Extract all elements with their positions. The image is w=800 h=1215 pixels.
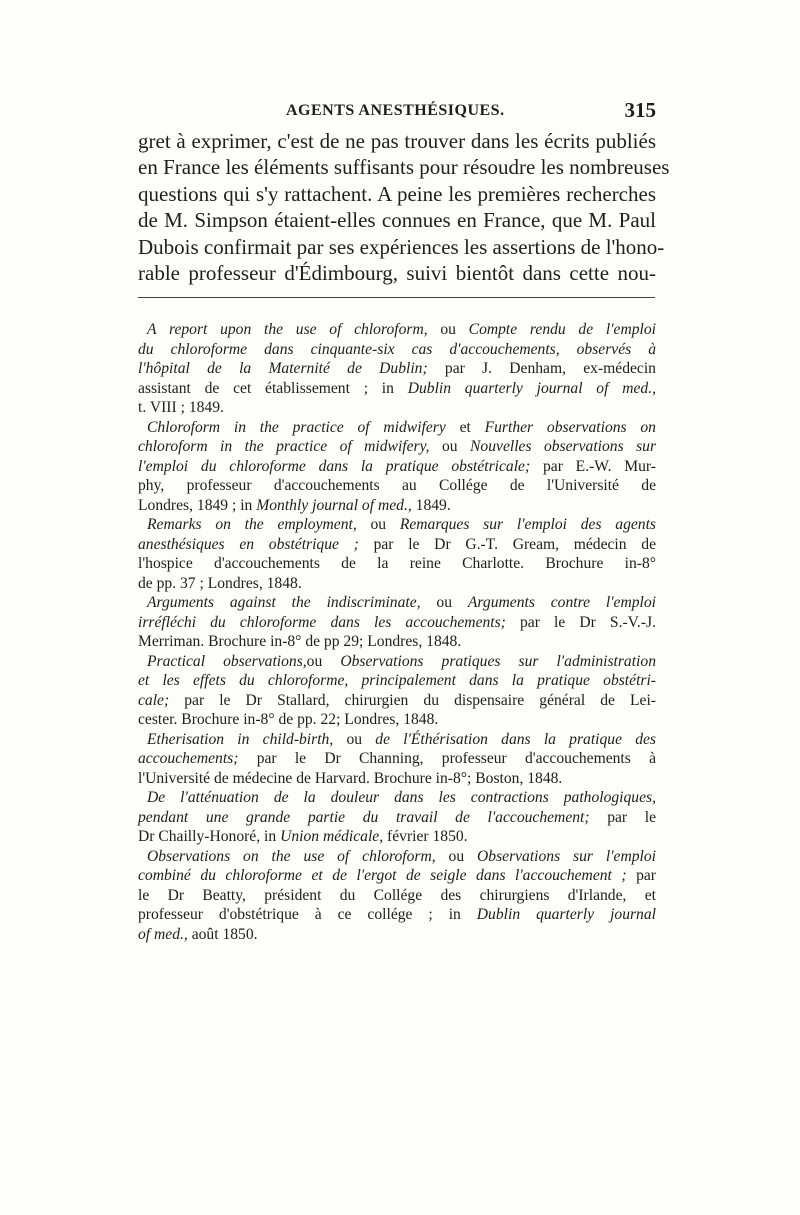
footnote-italic-segment: Observations sur l'emploi	[477, 847, 656, 865]
footnote-italic-segment: Dublin quarterly journal of med.,	[407, 379, 656, 397]
footnote-segment: professeur d'obstétrique à ce collége ; in	[138, 906, 477, 923]
footnote-segment: février 1850.	[383, 828, 468, 845]
body-line: en France les éléments suffisants pour résoudre les nombreuses	[138, 155, 670, 180]
page-number: 315	[624, 98, 656, 122]
body-line: questions qui s'y rattachent. A peine les premières recherches	[138, 181, 656, 206]
footnote-italic-segment: Remarques sur l'emploi des agents	[399, 516, 656, 533]
footnote-segment: le Dr Beatty, président du Collége des chirurgiens d'Irlande, et	[138, 886, 656, 904]
footnote-segment: Dr Chailly-Honoré, in	[138, 828, 281, 845]
footnote-line	[138, 769, 656, 789]
footnote-line	[138, 418, 656, 438]
footnote-segment: ou	[429, 438, 471, 455]
footnote-line	[138, 340, 656, 360]
footnote-italic-segment: Practical observations,	[147, 652, 307, 670]
footnote-italic-segment: A report upon the use of chloroform	[147, 321, 424, 338]
footnote-line	[138, 710, 656, 730]
footnote-italic-segment: anesthésiques en obstétrique ;	[138, 535, 359, 553]
footnote-italic-segment: cale;	[138, 691, 170, 709]
footnote-segment: ou	[306, 652, 341, 670]
footnote-line	[138, 476, 656, 496]
footnote-line	[138, 905, 656, 925]
footnote-italic-segment: Observations on the use of chloroform,	[147, 847, 436, 865]
footnote-line	[138, 827, 656, 847]
footnote-segment: 1849.	[411, 496, 451, 514]
footnote-line	[138, 632, 656, 652]
footnote-line	[138, 359, 656, 379]
footnote-italic-segment: Remarks on the employment,	[147, 516, 357, 533]
footnote-italic-segment: Dublin quarterly journal	[476, 906, 656, 923]
footnote-segment: par le	[589, 808, 656, 826]
footnote-line	[138, 457, 656, 477]
footnote-line	[138, 613, 656, 633]
page-header	[138, 100, 656, 124]
footnote-segment: ou	[435, 847, 478, 865]
footnote-line	[138, 574, 656, 594]
footnote-line	[138, 691, 656, 711]
footnote-italic-segment: Monthly journal of med.,	[256, 496, 412, 514]
footnote-segment: de pp. 37 ; Londres, 1848.	[138, 574, 302, 592]
footnote-italic-segment: accouchements;	[138, 750, 239, 767]
footnote-segment: assistant de cet établissement ; in	[138, 379, 408, 397]
footnote-line	[138, 749, 656, 769]
footnote-segment: par le Dr Channing, professeur d'accouchements à	[238, 750, 656, 767]
footnote-line	[138, 379, 656, 399]
footnote-segment: Londres, 1849 ; in	[138, 496, 257, 514]
body-line: gret à exprimer, c'est de ne pas trouver dans les écrits publiés	[138, 129, 656, 153]
footnote-line	[138, 730, 656, 750]
body-line: rable professeur d'Édimbourg, suivi bientôt dans cette nou-	[138, 261, 656, 286]
footnote-italic-segment: Chloroform in the practice of midwifery	[147, 418, 446, 436]
footnote-italic-segment: l'hôpital de la Maternité de Dublin;	[138, 360, 428, 377]
footnote-italic-segment: et les effets du chloroforme, principalement dans la pratique obstétri-	[138, 672, 656, 689]
footnote-segment: , ou	[423, 321, 469, 338]
footnote-italic-segment: du chloroforme dans cinquante-six cas d'accouchements, observés à	[138, 340, 656, 358]
footnote-line	[138, 925, 656, 945]
footnote-segment: par	[626, 867, 656, 884]
footnote-italic-segment: chloroform in the practice of midwifery,	[138, 438, 430, 455]
footnote-italic-segment: of med.,	[138, 925, 188, 943]
footnote-segment: phy, professeur d'accouchements au Collége de l'Université de	[138, 477, 656, 494]
footnote-line	[138, 535, 656, 555]
footnote-line	[138, 398, 656, 418]
footnote-segment: cester. Brochure in-8° de pp. 22; Londres, 1848.	[138, 711, 439, 728]
running-title: AGENTS ANESTHÉSIQUES.	[286, 102, 505, 119]
footnotes	[138, 320, 656, 944]
footnote-italic-segment: Nouvelles observations sur	[470, 438, 657, 455]
footnote-segment: août 1850.	[187, 925, 258, 943]
footnote-line	[138, 554, 656, 574]
footnote-italic-segment: Union médicale,	[280, 828, 384, 845]
footnote-italic-segment: l'emploi du chloroforme dans la pratique obstétricale;	[138, 457, 531, 475]
footnote-line	[138, 847, 656, 867]
footnote-line	[138, 808, 656, 828]
footnote-segment: ou	[333, 730, 376, 748]
footnote-italic-segment: Etherisation in child-birth,	[147, 730, 334, 748]
footnote-italic-segment: Compte rendu de l'emploi	[468, 321, 656, 338]
footnote-segment: par E.-W. Mur-	[530, 457, 656, 475]
footnote-segment: par le Dr Stallard, chirurgien du dispensaire général de Lei-	[169, 691, 656, 709]
footnote-segment: par le Dr S.-V.-J.	[505, 613, 656, 631]
footnote-segment: par le Dr G.-T. Gream, médecin de	[358, 535, 657, 553]
footnote-segment: t. VIII ; 1849.	[138, 399, 224, 416]
footnote-line	[138, 437, 656, 457]
footnote-line	[138, 652, 656, 672]
footnote-italic-segment: irréfléchi du chloroforme dans les accouchements;	[138, 613, 506, 631]
body-line: de M. Simpson étaient-elles connues en France, que M. Paul	[138, 208, 656, 233]
footnote-divider	[138, 297, 655, 298]
footnote-segment: par J. Denham, ex-médecin	[427, 360, 656, 377]
footnote-segment: Merriman. Brochure in-8° de pp 29; Londres, 1848.	[138, 633, 462, 650]
footnote-italic-segment: de l'Éthérisation dans la pratique des	[375, 730, 656, 748]
footnote-italic-segment: Observations pratiques sur l'administration	[340, 652, 656, 670]
footnote-segment: ou	[420, 594, 468, 611]
footnote-line	[138, 320, 656, 340]
footnote-line	[138, 671, 656, 691]
main-text	[138, 128, 670, 286]
footnote-italic-segment: Further observations on	[484, 418, 656, 436]
footnote-line	[138, 866, 656, 886]
footnote-line	[138, 593, 656, 613]
footnote-segment: l'Université de médecine de Harvard. Brochure in-8°; Boston, 1848.	[138, 769, 563, 787]
footnote-segment: et	[445, 418, 485, 436]
footnote-italic-segment: combiné du chloroforme et de l'ergot de seigle dans l'accouchement ;	[138, 867, 627, 884]
footnote-segment: l'hospice d'accouchements de la reine Charlotte. Brochure in-8°	[138, 555, 656, 572]
footnote-line	[138, 886, 656, 906]
footnote-line	[138, 515, 656, 535]
footnote-italic-segment: Arguments against the indiscriminate,	[147, 594, 421, 611]
footnote-line	[138, 496, 656, 516]
footnote-italic-segment: Arguments contre l'emploi	[467, 594, 657, 611]
footnote-line	[138, 788, 656, 808]
footnote-italic-segment: pendant une grande partie du travail de l'accouchement;	[138, 808, 590, 826]
body-line: Dubois confirmait par ses expériences les assertions de l'hono-	[138, 234, 665, 259]
footnote-segment: ou	[356, 516, 400, 533]
footnote-italic-segment: De l'atténuation de la douleur dans les contractions pathologiques,	[147, 789, 656, 806]
